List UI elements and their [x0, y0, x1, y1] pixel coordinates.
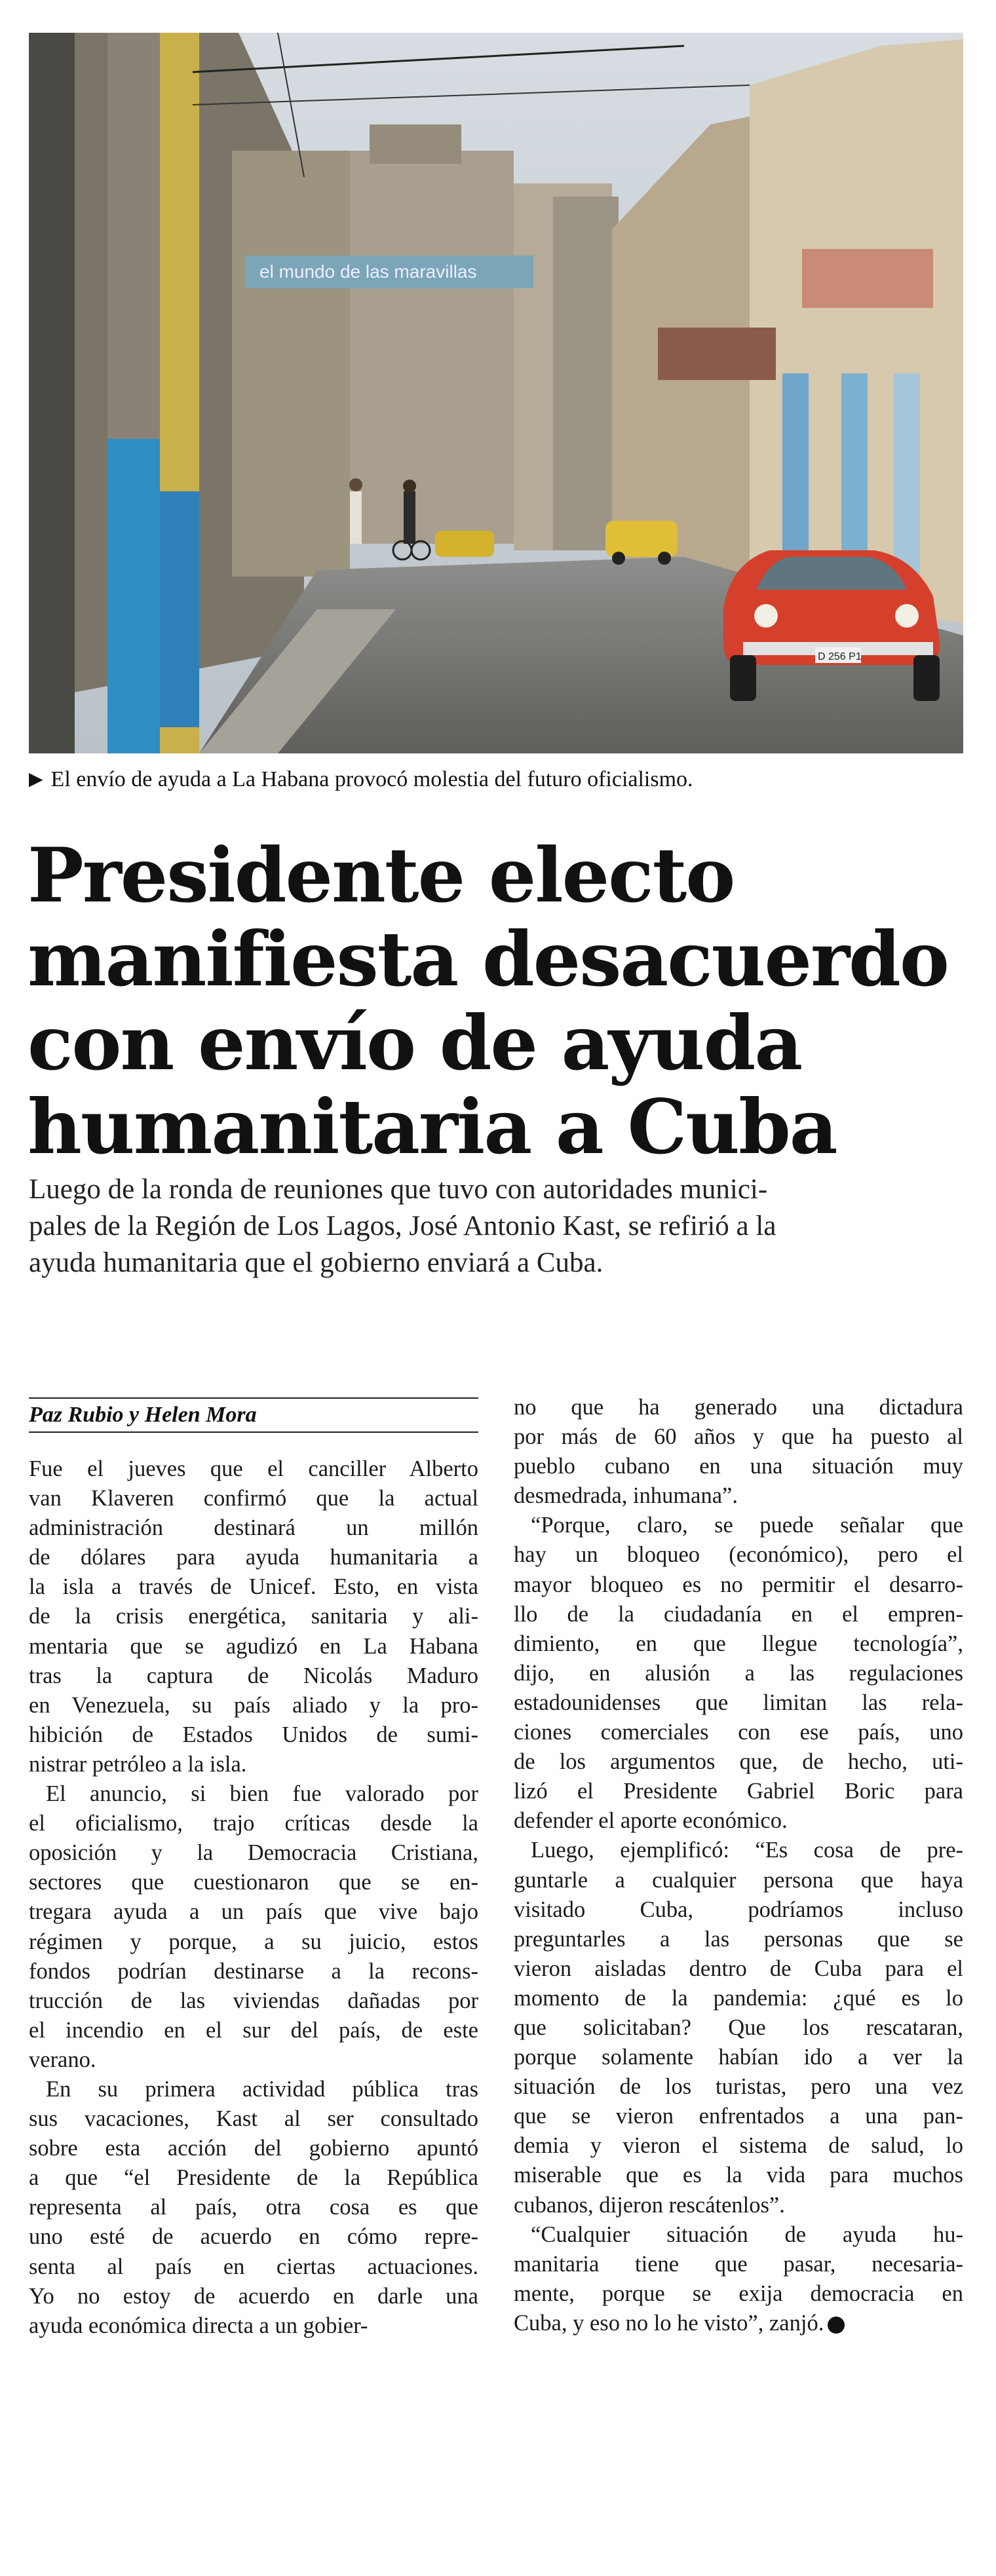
body-line: por más de 60 años y que ha puesto al: [514, 1424, 963, 1450]
body-line: momento de la pandemia: ¿qué es lo: [514, 1985, 963, 2011]
body-line: sobre esta acción del gobierno apuntó: [29, 2136, 478, 2161]
body-line: estadounidenses que limitan las rela-: [514, 1690, 963, 1715]
body-line: que se vieron enfrentados a una pan-: [514, 2104, 963, 2129]
body-paragraph: [514, 1836, 963, 2220]
body-line: cubanos, dijeron rescátenlos”.: [514, 2192, 785, 2218]
body-paragraph: [29, 1779, 478, 2075]
body-line: senta al país en ciertas actuaciones.: [29, 2254, 478, 2279]
body-line: ciones comerciales con ese país, uno: [514, 1720, 963, 1745]
body-column-left: [29, 1454, 478, 2341]
article-photo: [29, 33, 963, 753]
body-line: pueblo cubano en una situación muy: [514, 1454, 963, 1479]
headline-line: manifiesta desacuerdo: [28, 915, 948, 1003]
body-column-right: [514, 1393, 963, 2338]
body-line: visitado Cuba, podríamos incluso: [514, 1897, 963, 1922]
body-line: van Klaveren confirmó que la actual: [29, 1486, 478, 1511]
body-line: demia y vieron el sistema de salud, lo: [514, 2133, 963, 2159]
body-line: sus vacaciones, Kast al ser consultado: [29, 2106, 478, 2132]
headline-line: Presidente electo: [28, 831, 735, 919]
body-line: mente, porque se exija democracia en: [514, 2281, 963, 2306]
body-line: dijo, en alusión a las regulaciones: [514, 1660, 963, 1686]
headline-line: con envío de ayuda: [28, 999, 802, 1087]
body-line: trucción de las viviendas dañadas por: [29, 1988, 478, 2013]
body-line: miserable que es la vida para muchos: [514, 2163, 963, 2188]
body-line: situación de los turistas, pero una vez: [514, 2074, 963, 2100]
body-line: lizó el Presidente Gabriel Boric para: [514, 1779, 963, 1804]
body-line: manitaria tiene que pasar, necesaria-: [514, 2251, 963, 2277]
body-line: a que “el Presidente de la República: [29, 2165, 478, 2191]
body-line: vieron aisladas dentro de Cuba para el: [514, 1956, 963, 1981]
body-line: oposición y la Democracia Cristiana,: [29, 1840, 478, 1866]
headline-line: humanitaria a Cuba: [28, 1083, 837, 1171]
shop-sign: el mundo de las maravillas: [259, 261, 477, 282]
body-line: no que ha generado una dictadura: [514, 1395, 963, 1420]
standfirst-line: ayuda humanitaria que el gobierno enviará a Cuba.: [29, 1247, 603, 1278]
body-line: “Porque, claro, se puede señalar que: [531, 1513, 963, 1538]
body-line: desmedrada, inhumana”.: [514, 1483, 738, 1509]
caption-arrow-icon: ▶: [29, 769, 43, 789]
body-line: Cuba, y eso no lo he visto”, zanjó.: [514, 2309, 963, 2338]
havana-street-photo: [29, 33, 963, 753]
body-line: verano.: [29, 2047, 96, 2072]
body-line: porque solamente habían ido a ver la: [514, 2045, 963, 2070]
body-line: de los argumentos que, de hecho, uti-: [514, 1749, 963, 1775]
body-line: en Venezuela, su país aliado y la pro-: [29, 1692, 478, 1718]
body-line: preguntarles a las personas que se: [514, 1926, 963, 1952]
body-line: la isla a través de Unicef. Esto, en vista: [29, 1574, 478, 1600]
body-line: dimiento, en que llegue tecnología”,: [514, 1631, 963, 1656]
body-line: el oficialismo, trajo críticas desde la: [29, 1811, 478, 1836]
body-paragraph: [514, 1511, 963, 1836]
end-mark-icon: [828, 2317, 845, 2334]
body-line: Fue el jueves que el canciller Alberto: [29, 1456, 478, 1481]
body-line: el incendio en el sur del país, de este: [29, 2017, 478, 2043]
body-line: representa al país, otra cosa es que: [29, 2195, 478, 2220]
body-line: sectores que cuestionaron que se en-: [29, 1870, 478, 1895]
body-line: que solicitaban? Que los rescataran,: [514, 2015, 963, 2040]
body-line: régimen y porque, a su juicio, estos: [29, 1929, 478, 1954]
body-line: “Cualquier situación de ayuda hu-: [531, 2222, 963, 2247]
body-line: fondos podrían destinarse a la recons-: [29, 1958, 478, 1984]
body-line: administración destinará un millón: [29, 1515, 478, 1541]
body-line: Luego, ejemplificó: “Es cosa de pre-: [531, 1838, 963, 1863]
body-paragraph: [29, 2075, 478, 2341]
standfirst-line: pales de la Región de Los Lagos, José Antonio Kast, se refirió a la: [29, 1211, 776, 1241]
body-line: llo de la ciudadanía en el empren-: [514, 1601, 963, 1627]
body-line: hibición de Estados Unidos de sumi-: [29, 1722, 478, 1747]
body-line: hay un bloqueo (económico), pero el: [514, 1542, 963, 1568]
body-line: nistrar petróleo a la isla.: [29, 1751, 247, 1777]
body-line: tregara ayuda a un país que vive bajo: [29, 1899, 478, 1925]
body-line: mayor bloqueo es no permitir el desarro-: [514, 1572, 963, 1597]
body-line: En su primera actividad pública tras: [46, 2076, 478, 2102]
body-paragraph: [29, 1454, 478, 1779]
headline: [28, 833, 971, 1169]
photo-caption: [29, 765, 963, 794]
byline: Paz Rubio y Helen Mora: [29, 1397, 478, 1433]
body-line: de la crisis energética, sanitaria y ali-: [29, 1604, 478, 1629]
body-line: tras la captura de Nicolás Maduro: [29, 1663, 478, 1688]
standfirst: [29, 1171, 966, 1281]
body-paragraph: [514, 2220, 963, 2338]
body-line: guntarle a cualquier persona que haya: [514, 1867, 963, 1893]
body-line: defender el aporte económico.: [514, 1808, 788, 1834]
standfirst-line: Luego de la ronda de reuniones que tuvo con autoridades munici-: [29, 1174, 768, 1205]
body-line: El anuncio, si bien fue valorado por: [46, 1781, 478, 1807]
body-line: uno esté de acuerdo en cómo repre-: [29, 2224, 478, 2250]
body-line: Yo no estoy de acuerdo en darle una: [29, 2283, 478, 2309]
caption-text: El envío de ayuda a La Habana provocó molestia del futuro oficialismo.: [50, 767, 693, 791]
body-line: de dólares para ayuda humanitaria a: [29, 1545, 478, 1570]
body-line: mentaria que se agudizó en La Habana: [29, 1633, 478, 1659]
license-plate: D 256 P1: [818, 651, 862, 662]
body-paragraph: [514, 1393, 963, 1511]
body-line: ayuda económica directa a un gobier-: [29, 2313, 368, 2338]
